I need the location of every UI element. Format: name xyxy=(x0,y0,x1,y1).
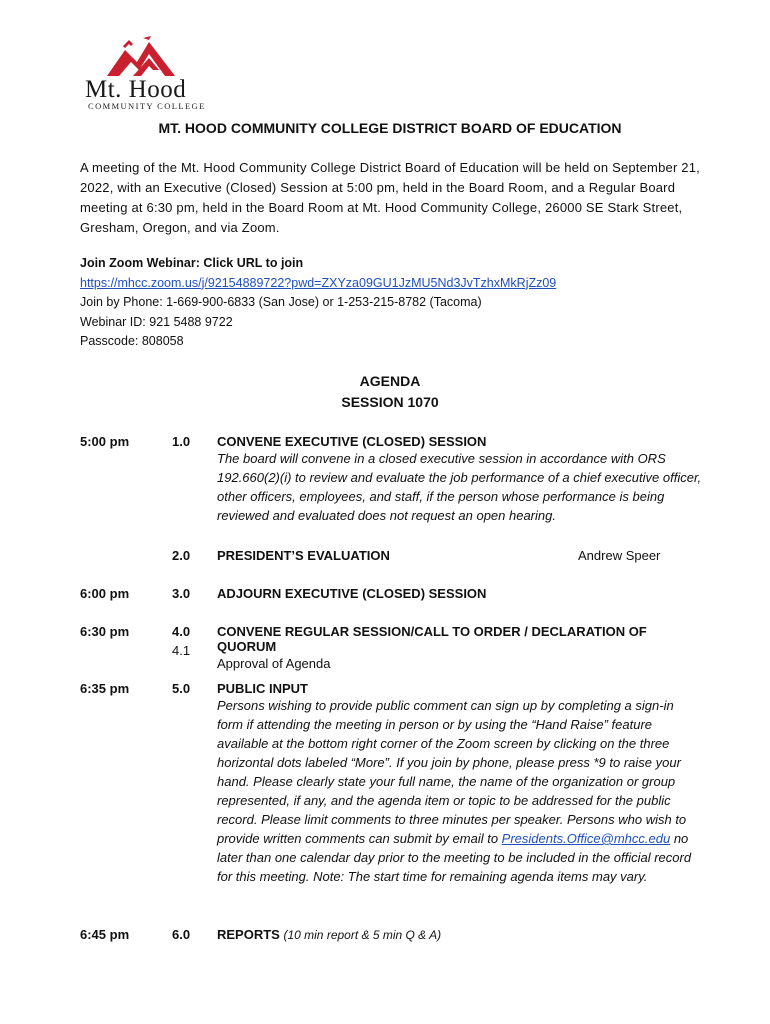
agenda-title: AGENDA xyxy=(359,373,421,389)
item-number: 4.0 xyxy=(172,624,191,639)
sub-item-title: Approval of Agenda xyxy=(217,656,331,671)
item-number: 5.0 xyxy=(172,681,191,696)
logo-name: Mt. Hood xyxy=(85,76,187,103)
item-body xyxy=(217,624,707,673)
item-title: ADJOURN EXECUTIVE (CLOSED) SESSION xyxy=(217,586,487,601)
item-number: 3.0 xyxy=(172,586,191,601)
agenda-heading xyxy=(0,371,770,413)
item-title: REPORTS xyxy=(217,927,280,942)
item-time: 6:00 pm xyxy=(80,586,130,601)
logo-subtitle: COMMUNITY COLLEGE xyxy=(88,101,206,111)
item-description: The board will convene in a closed executive session in accordance with ORS 192.660(2)(i) to review and evaluate the job performance of a chief executive officer, other officers, employees, and staff, if the person whose performance is being reviewed and evaluated does not request an open hearing. xyxy=(217,451,702,523)
item-body xyxy=(217,586,707,601)
document-title: MT. HOOD COMMUNITY COLLEGE DISTRICT BOARD OF EDUCATION xyxy=(158,120,622,136)
description-text: Persons wishing to provide public comment can sign up by completing a sign-in form if attending the meeting in person or by using the “Hand Raise” feature available at the bottom right corner of the Zoom screen by clicking on the three horizontal dots labeled “More”. If you join by phone, please press *9 to raise your hand. Please clearly state your full name, the name of the organization or group represented, if any, and the agenda item or topic to be addressed for the public record. Please limit comments to three minutes per speaker. Persons who wish to provide written comments can submit by email to xyxy=(217,698,687,846)
item-time: 5:00 pm xyxy=(80,434,130,449)
zoom-webinar-id: Webinar ID: 921 5488 9722 xyxy=(80,314,233,329)
item-body xyxy=(217,434,707,525)
mountain-logo-icon xyxy=(103,36,183,78)
zoom-url-link[interactable]: https://mhcc.zoom.us/j/92154889722?pwd=ZXYza09GU1JzMU5Nd3JvTzhxMkRjZz09 xyxy=(80,275,557,290)
item-title: PRESIDENT’S EVALUATION xyxy=(217,548,390,563)
zoom-passcode: Passcode: 808058 xyxy=(80,334,184,348)
item-body xyxy=(217,681,692,886)
item-time: 6:35 pm xyxy=(80,681,130,696)
zoom-phone: Join by Phone: 1-669-900-6833 (San Jose) or 1-253-215-8782 (Tacoma) xyxy=(80,295,482,309)
item-presenter: Andrew Speer xyxy=(578,548,661,563)
zoom-info xyxy=(80,254,720,352)
item-title: PUBLIC INPUT xyxy=(217,681,308,696)
item-number: 2.0 xyxy=(172,548,191,563)
sub-item-number: 4.1 xyxy=(172,643,191,658)
session-number: SESSION 1070 xyxy=(341,394,439,410)
item-title: CONVENE EXECUTIVE (CLOSED) SESSION xyxy=(217,434,487,449)
item-title: CONVENE REGULAR SESSION/CALL TO ORDER / DECLARATION OF QUORUM xyxy=(217,624,647,654)
item-note: (10 min report & 5 min Q & A) xyxy=(283,928,442,942)
meeting-intro: A meeting of the Mt. Hood Community College District Board of Education will be held on September 21, 2022, with an Executive (Closed) Session at 5:00 pm, held in the Board Room, and a Regular Board meeting at 6:30 pm, held in the Board Room at Mt. Hood Community College, 26000 SE Stark Street, Gresham, Oregon, and via Zoom. xyxy=(80,160,700,235)
item-time: 6:45 pm xyxy=(80,927,130,942)
college-logo xyxy=(85,36,205,110)
item-number: 1.0 xyxy=(172,434,191,449)
zoom-heading: Join Zoom Webinar: Click URL to join xyxy=(80,256,304,270)
email-link[interactable]: Presidents.Office@mhcc.edu xyxy=(501,831,671,846)
item-body xyxy=(217,927,707,942)
description-text: no later than one calendar day prior to the meeting to be included in the official record for this meeting. Note: The start time for remaining agenda items may vary. xyxy=(217,831,692,884)
item-number: 6.0 xyxy=(172,927,191,942)
item-time: 6:30 pm xyxy=(80,624,130,639)
item-description xyxy=(217,696,692,886)
